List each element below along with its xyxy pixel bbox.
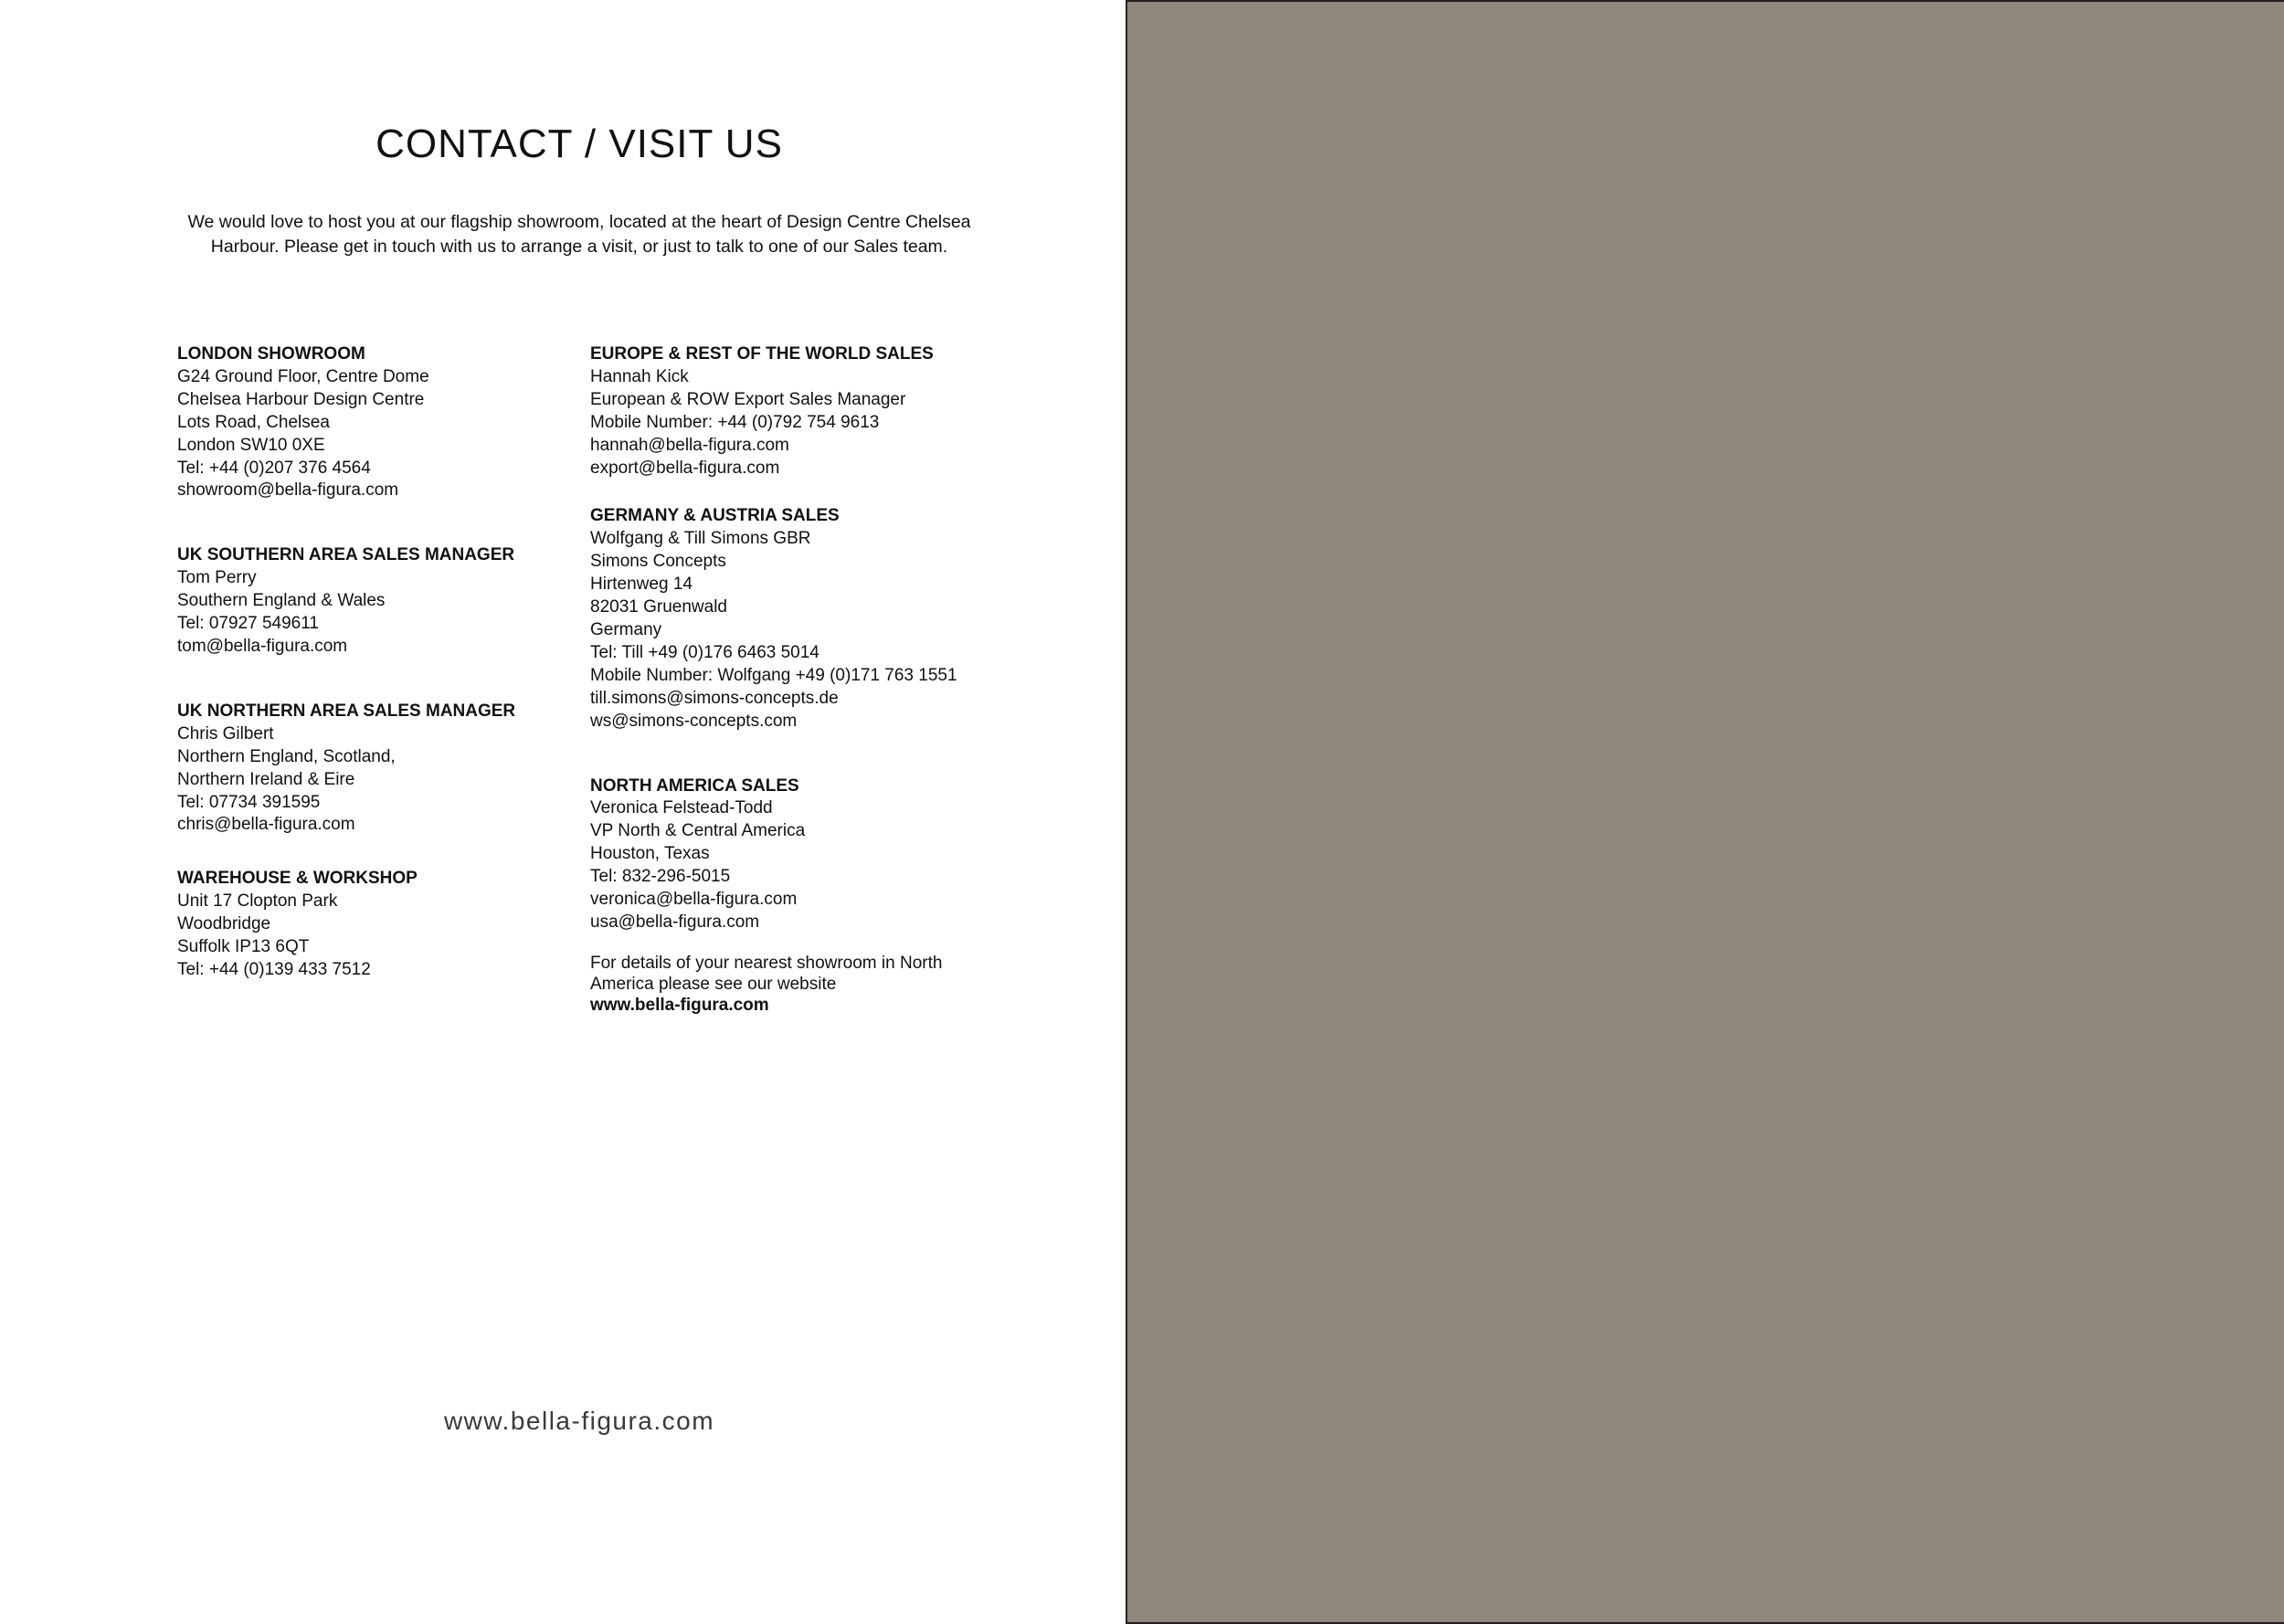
north-america-note — [590, 953, 1065, 1016]
section-heading: NORTH AMERICA SALES — [590, 775, 799, 796]
contact-line: Unit 17 Clopton Park — [177, 891, 338, 912]
section-heading: UK NORTHERN AREA SALES MANAGER — [177, 701, 516, 721]
contact-line: Southern England & Wales — [177, 591, 386, 611]
contact-line: Simons Concepts — [590, 552, 726, 572]
note-line: For details of your nearest showroom in North — [590, 953, 943, 973]
intro-line-1: We would love to host you at our flagship showroom, located at the heart of Design Centre Chelsea — [187, 212, 971, 232]
contact-line: Northern Ireland & Eire — [177, 769, 355, 789]
contact-line: Chelsea Harbour Design Centre — [177, 389, 425, 409]
section-heading: WAREHOUSE & WORKSHOP — [177, 869, 418, 889]
email-link[interactable]: ws@simons-concepts.com — [590, 711, 798, 731]
contact-line: Tom Perry — [177, 568, 257, 588]
contact-line: Tel: 07927 549611 — [177, 614, 319, 634]
section-heading: EUROPE & REST OF THE WORLD SALES — [590, 344, 934, 364]
email-link[interactable]: veronica@bella-figura.com — [590, 890, 798, 910]
website-link[interactable]: www.bella-figura.com — [590, 995, 769, 1015]
contact-line: Chris Gilbert — [177, 723, 274, 743]
right_column-block — [590, 343, 1065, 480]
contact-line: G24 Ground Floor, Centre Dome — [177, 366, 429, 386]
section-heading: LONDON SHOWROOM — [177, 344, 365, 364]
section-heading: GERMANY & AUSTRIA SALES — [590, 506, 840, 526]
left_column-block — [177, 343, 561, 502]
contact-line: Hirtenweg 14 — [590, 575, 693, 595]
section-heading: UK SOUTHERN AREA SALES MANAGER — [177, 545, 515, 565]
contact-line: Lots Road, Chelsea — [177, 412, 330, 432]
email-link[interactable]: export@bella-figura.com — [590, 458, 780, 478]
image-panel — [1126, 0, 2284, 1624]
contact-line: Houston, Texas — [590, 844, 710, 864]
left_column-block — [177, 868, 561, 982]
contact-line: Woodbridge — [177, 914, 271, 934]
contact-line: Mobile Number: Wolfgang +49 (0)171 763 1551 — [590, 665, 957, 685]
email-link[interactable]: hannah@bella-figura.com — [590, 435, 789, 455]
email-link[interactable]: showroom@bella-figura.com — [177, 480, 399, 501]
email-link[interactable]: usa@bella-figura.com — [590, 912, 760, 932]
contact-line: European & ROW Export Sales Manager — [590, 389, 906, 409]
contact-line: Hannah Kick — [590, 366, 689, 386]
right-contact-column — [590, 343, 1065, 1016]
page-title: CONTACT / VISIT US — [375, 121, 783, 166]
right_column-block — [590, 775, 1065, 934]
contact-line: Northern England, Scotland, — [177, 746, 396, 766]
intro-line-2: Harbour. Please get in touch with us to arrange a visit, or just to talk to one of our Sales team. — [210, 237, 948, 257]
left-contact-column — [177, 343, 561, 982]
email-link[interactable]: till.simons@simons-concepts.de — [590, 688, 839, 708]
contact-line: Suffolk IP13 6QT — [177, 937, 310, 957]
contact-line: Wolfgang & Till Simons GBR — [590, 529, 811, 549]
email-link[interactable]: tom@bella-figura.com — [177, 636, 348, 656]
right_column-block — [590, 505, 1065, 733]
left_column-block — [177, 544, 561, 659]
contact-line: Tel: +44 (0)207 376 4564 — [177, 458, 371, 478]
intro-paragraph — [174, 210, 985, 259]
left_column-block — [177, 701, 561, 837]
contact-line: London SW10 0XE — [177, 435, 325, 455]
note-line: America please see our website — [590, 974, 837, 994]
contact-line: Tel: 07734 391595 — [177, 792, 321, 812]
contact-line: Mobile Number: +44 (0)792 754 9613 — [590, 412, 880, 432]
contact-line: Veronica Felstead-Todd — [590, 798, 773, 818]
contact-line: VP North & Central America — [590, 821, 806, 841]
contact-page — [0, 0, 1126, 1624]
contact-line: Tel: +44 (0)139 433 7512 — [177, 959, 371, 979]
footer-website-url[interactable]: www.bella-figura.com — [443, 1407, 715, 1435]
contact-line: Tel: 832-296-5015 — [590, 867, 731, 887]
contact-line: Tel: Till +49 (0)176 6463 5014 — [590, 642, 819, 662]
email-link[interactable]: chris@bella-figura.com — [177, 815, 355, 835]
contact-line: 82031 Gruenwald — [590, 597, 727, 617]
contact-line: Germany — [590, 619, 662, 639]
